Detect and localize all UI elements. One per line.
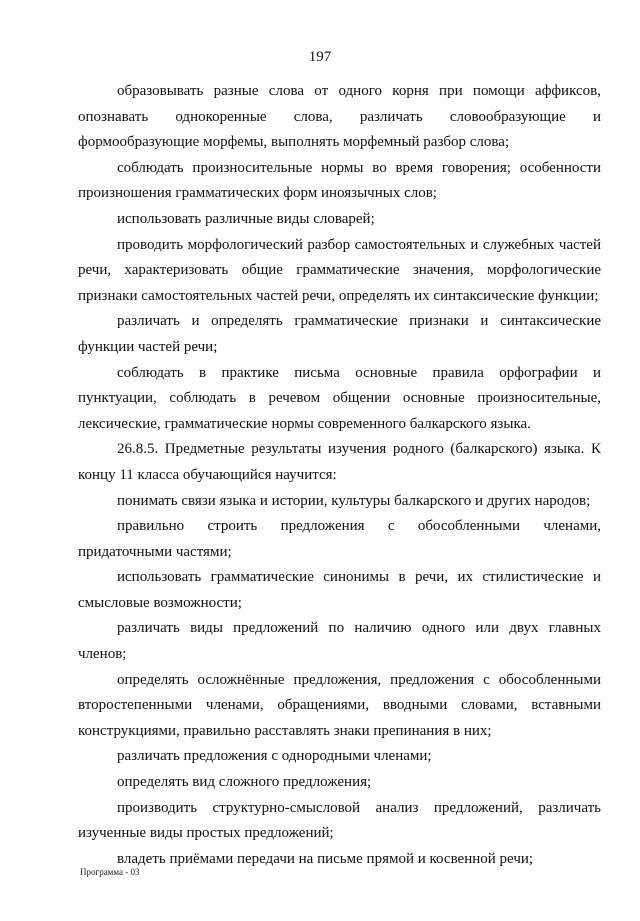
footer-label: Программа - 03	[80, 867, 140, 877]
page-number: 197	[308, 49, 332, 65]
paragraph: использовать различные виды словарей;	[117, 210, 375, 227]
paragraph: проводить морфологический разбор самостоятельных и служебных частей речи, характеризовать общие грамматические значения, морфологические признаки самостоятельных частей речи, определять их синтаксические функции;	[78, 236, 601, 304]
paragraph: различать предложения с однородными членами;	[117, 748, 432, 765]
document-body	[78, 79, 601, 872]
paragraph: владеть приёмами передачи на письме прямой и косвенной речи;	[117, 850, 534, 867]
paragraph: правильно строить предложения с обособленными членами, придаточными частями;	[78, 518, 601, 560]
paragraph: понимать связи языка и истории, культуры балкарского и других народов;	[117, 492, 591, 509]
paragraph: определять вид сложного предложения;	[117, 774, 372, 791]
paragraph: различать виды предложений по наличию одного или двух главных членов;	[78, 620, 601, 663]
paragraph: соблюдать в практике письма основные правила орфографии и пунктуации, соблюдать в речевом общении основные произносительные, лексические, грамматические нормы современного балкарского языка.	[78, 364, 601, 432]
paragraph: определять осложнённые предложения, предложения с обособленными второстепенными членами, обращениями, вводными словами, вставными конструкциями, правильно расставлять знаки препинания в них;	[78, 671, 601, 739]
paragraph: производить структурно-смысловой анализ предложений, различать изученные виды простых предложений;	[78, 799, 601, 842]
paragraph: образовывать разные слова от одного корня при помощи аффиксов, опознавать однокоренные слова, различать словообразующие и формообразующие морфемы, выполнять морфемный разбор слова;	[78, 83, 601, 151]
paragraph: использовать грамматические синонимы в речи, их стилистические и смысловые возможности;	[78, 569, 601, 611]
paragraph: различать и определять грамматические признаки и синтаксические функции частей речи;	[78, 313, 601, 355]
section-heading-paragraph: 26.8.5. Предметные результаты изучения родного (балкарского) языка. К концу 11 класса обучающийся научится:	[78, 441, 601, 483]
paragraph: соблюдать произносительные нормы во время говорения; особенности произношения грамматических форм иноязычных слов;	[78, 159, 601, 202]
